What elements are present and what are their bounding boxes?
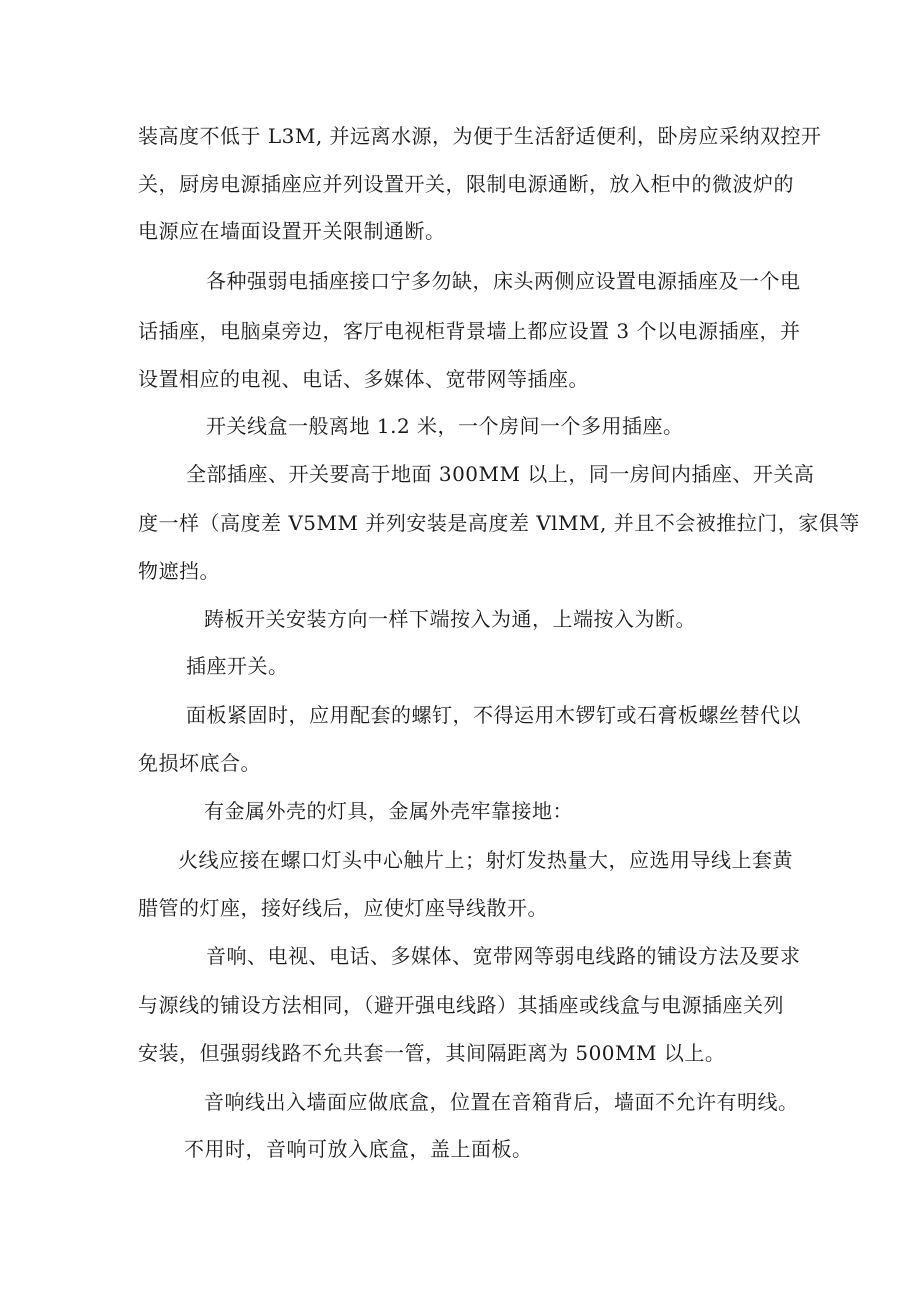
paragraph-9-line-1: 火线应接在螺口灯头中心触片上；射灯发热量大，应选用导线上套黄	[178, 848, 793, 872]
paragraph-5-line-1: 踌板开关安装方向一样下端按入为通，上端按入为断。	[204, 607, 696, 631]
paragraph-8-line-1: 有金属外壳的灯具，金属外壳牢靠接地：	[204, 799, 573, 823]
paragraph-4-line-1: 全部插座、开关要高于地面 300MM 以上，同一房间内插座、开关高	[186, 462, 815, 486]
paragraph-7-line-1: 面板紧固时，应用配套的螺钉，不得运用木锣钉或石膏板螺丝替代以	[186, 703, 801, 727]
paragraph-12-line-1: 不用时，音响可放入底盒，盖上面板。	[184, 1137, 533, 1161]
paragraph-4-line-3: 物遮挡。	[138, 559, 220, 583]
paragraph-2-line-3: 设置相应的电视、电话、多媒体、宽带网等插座。	[138, 367, 589, 391]
paragraph-2-line-1: 各种强弱电插座接口宁多勿缺，床头两侧应设置电源插座及一个电	[206, 269, 801, 293]
paragraph-10-line-1: 音响、电视、电话、多媒体、宽带网等弱电线路的铺设方法及要求	[206, 944, 801, 968]
paragraph-11-line-1: 音响线出入墙面应做底盒，位置在音箱背后，墙面不允许有明线。	[204, 1090, 799, 1114]
paragraph-9-line-2: 腊管的灯座，接好线后，应使灯座导线散开。	[138, 896, 548, 920]
paragraph-10-line-2: 与源线的铺设方法相同，（避开强电线路）其插座或线盒与电源插座关列	[138, 993, 784, 1017]
paragraph-7-line-2: 免损坏底合。	[138, 751, 261, 775]
paragraph-1-line-2: 关，厨房电源插座应并列设置开关，限制电源通断，放入柜中的微波炉的	[138, 172, 794, 196]
paragraph-3-line-1: 开关线盒一般离地 1.2 米，一个房间一个多用插座。	[206, 414, 684, 438]
paragraph-2-line-2: 话插座，电脑桌旁边，客厅电视柜背景墙上都应设置 3 个以电源插座，并	[138, 319, 801, 343]
paragraph-4-line-2: 度一样（高度差 V5MM 并列安装是高度差 VlMM, 并且不会被推拉门，家俱等	[138, 511, 860, 535]
paragraph-1-line-3: 电源应在墙面设置开关限制通断。	[138, 219, 446, 243]
paragraph-10-line-3: 安装，但强弱线路不允共套一管，其间隔距离为 500MM 以上。	[138, 1041, 726, 1065]
paragraph-6-line-1: 插座开关。	[186, 654, 289, 678]
paragraph-1-line-1: 装高度不低于 L3M, 并远离水源，为便于生活舒适便利，卧房应采纳双控开	[138, 124, 822, 148]
